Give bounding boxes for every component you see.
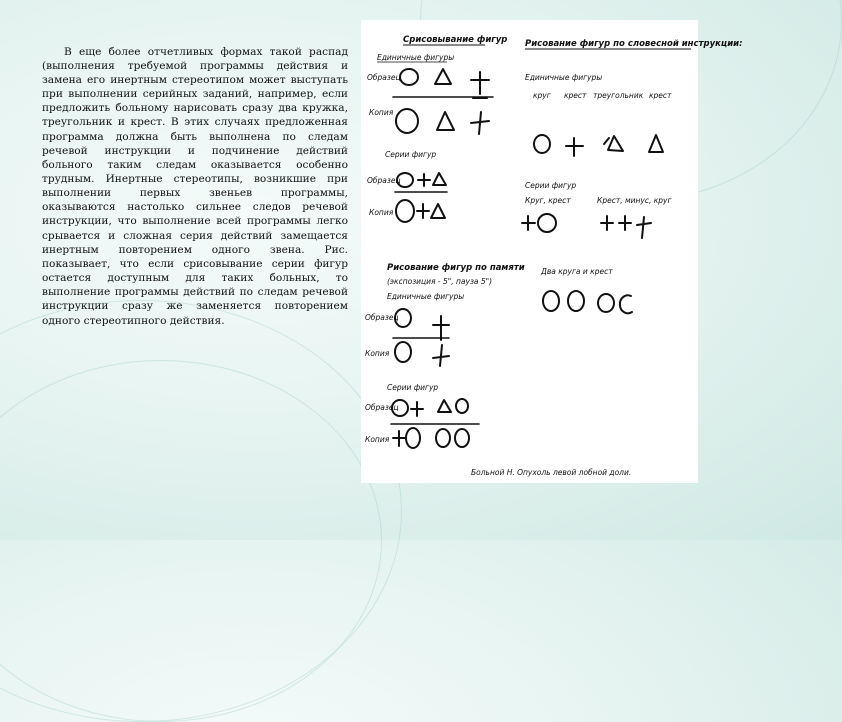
copy-cross (471, 112, 489, 134)
series-label: Серии фигур (385, 150, 437, 159)
memory-series-copy-circle-3 (455, 429, 469, 447)
figure-drawing (361, 20, 743, 483)
right-series-b: Крест, минус, круг (597, 196, 672, 205)
memory-model-label: Образец (365, 313, 399, 322)
memory-series-model-cross (411, 402, 423, 416)
figure-panel (361, 20, 743, 483)
series-copy-triangle (431, 204, 445, 218)
two-circles-circle-3 (598, 294, 614, 312)
memory-single-label: Единичные фигуры (387, 292, 465, 301)
copy-circle (396, 109, 418, 133)
right-series-a-cross (522, 216, 535, 230)
left-title: Срисовывание фигур (403, 35, 508, 45)
copy-label: Копия (369, 108, 394, 117)
memory-sub: (экспозиция - 5", пауза 5") (387, 277, 493, 286)
model-cross (471, 72, 489, 98)
figure-caption: Больной Н. Опухоль левой лобной доли. (471, 468, 632, 477)
memory-series-model-label: Образец (365, 403, 399, 412)
right-single-circle (534, 135, 550, 153)
two-circles-circle-2 (568, 291, 584, 311)
right-col-label-1: круг (533, 91, 551, 100)
two-circles-c (620, 295, 632, 313)
memory-series-copy-cross (393, 431, 405, 446)
series-model-cross (418, 174, 430, 186)
series-copy-circle (396, 200, 414, 222)
model-triangle (435, 69, 451, 84)
memory-copy-label: Копия (365, 349, 390, 358)
right-single-cross-2 (649, 135, 663, 152)
right-single-label: Единичные фигуры (525, 73, 603, 82)
copy-triangle (437, 112, 454, 130)
memory-series-label: Серии фигур (387, 383, 439, 392)
model-circle (400, 69, 418, 85)
right-series-label: Серии фигур (525, 181, 577, 190)
series-model-label: Образец (367, 176, 401, 185)
right-single-triangle (604, 136, 623, 151)
memory-series-copy-circle-2 (436, 429, 450, 447)
model-label: Образец (367, 73, 401, 82)
right-col-label-2: крест (564, 91, 587, 100)
slide-paragraph: В еще более отчетливых формах такой распад (выполнения требуемой программы действия и замена его инертным стереотипом может выступать при выполнении серийных заданий, например, если предложить больному нарисовать сразу два кружка, треугольник и крест. В этих случаях предложенная программа должна быть выполнена по следам речевой инструкции и подчинение действий больного таким следам оказывается особенно трудным. Инертные стереотипы, возникшие при выполнении первых звеньев программы, оказываются настолько сильнее следов речевой инструкции, что выполнение всей программы легко срывается и сложная серия действий замещается инертным повторением одного звена. Рис. показывает, что если срисовывание серии фигур остается доступным для таких больных, то выполнение программы действий по следам речевой инструкции сразу же заменяется повторением одного стереотипного действия. (42, 45, 348, 327)
right-col-label-4: крест (649, 91, 672, 100)
right-series-a-circle (538, 214, 556, 232)
memory-series-model-triangle (438, 400, 451, 412)
right-series-b-crosses (601, 216, 651, 238)
right-title: Рисование фигур по словесной инструкции: (525, 39, 743, 49)
series-copy-label: Копия (369, 208, 394, 217)
memory-model-cross (433, 316, 449, 340)
single-figures-label: Единичные фигуры (377, 53, 455, 62)
right-series-a: Круг, крест (525, 196, 571, 205)
memory-copy-cross (433, 345, 449, 366)
memory-series-model-circle-2 (456, 399, 468, 413)
two-circles-circle-1 (543, 291, 559, 311)
memory-title: Рисование фигур по памяти (387, 263, 525, 273)
memory-copy-circle (395, 342, 411, 362)
two-circles-label: Два круга и крест (541, 267, 613, 276)
memory-series-copy-circle (406, 428, 420, 448)
right-col-label-3: треугольник (593, 91, 644, 100)
memory-series-copy-label: Копия (365, 435, 390, 444)
series-copy-cross (417, 204, 429, 218)
right-single-cross-1 (566, 138, 583, 156)
series-model-triangle (433, 173, 446, 185)
